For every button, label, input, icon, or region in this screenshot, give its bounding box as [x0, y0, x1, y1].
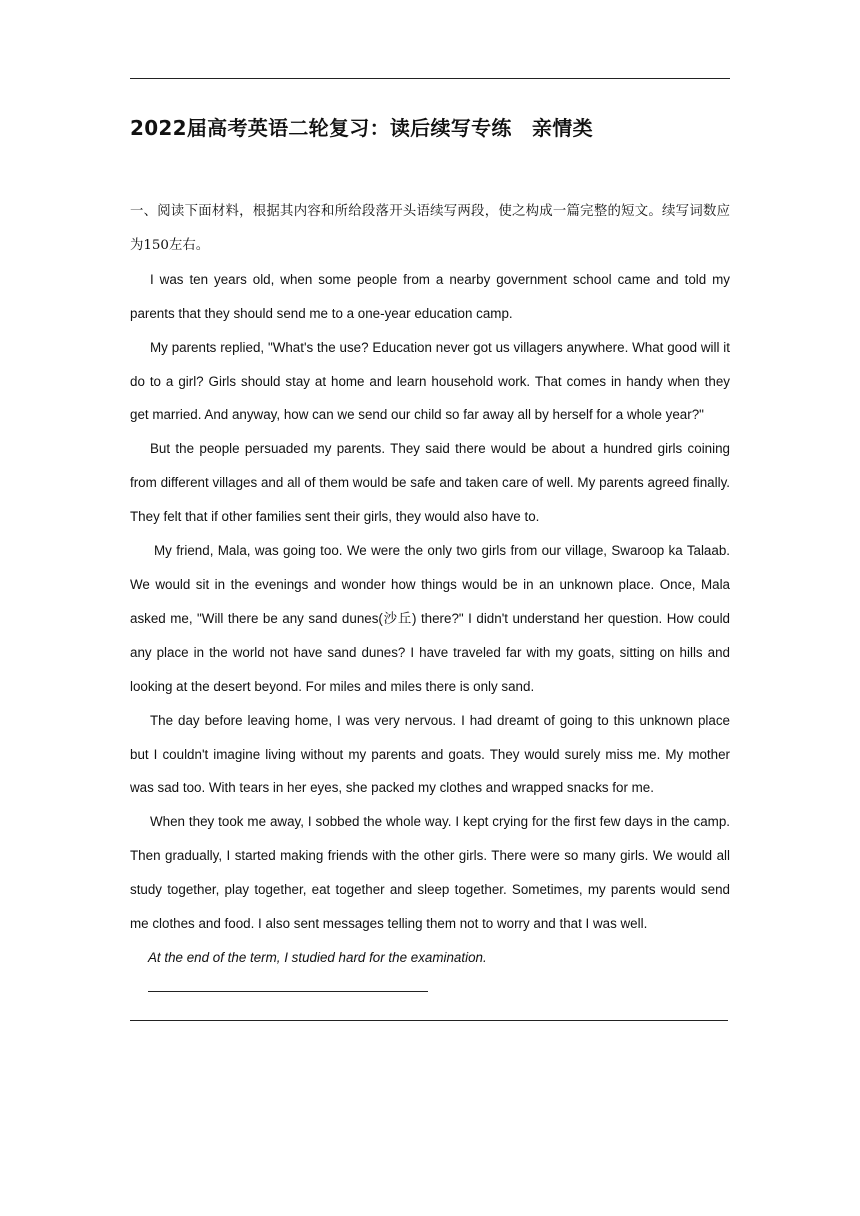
story-paragraph-2: My parents replied, "What's the use? Education never got us villagers anywhere. What good will it do to a girl? Girls should stay at home and learn household work. That comes in handy when they get married. And anyway, how can we send our child so far away all by herself for a whole year?" [130, 339, 730, 423]
answer-blank-long [130, 1020, 728, 1021]
page-title: 2022届高考英语二轮复习：读后续写专练 亲情类 [130, 116, 593, 140]
continuation-prompt: At the end of the term, I studied hard for the examination. [148, 949, 487, 965]
story-paragraph-3: But the people persuaded my parents. They said there would be about a hundred girls coining from different villages and all of them would be safe and taken care of well. My parents agreed finally. They felt that if other families sent their girls, they would also have to. [130, 441, 730, 525]
story-paragraph-6: When they took me away, I sobbed the whole way. I kept crying for the first few days in the camp. Then gradually, I started making friends with the other girls. There were so many girls. We would all study together, play together, eat together and sleep together. Sometimes, my parents would send me clothes and food. I also sent messages telling them not to worry and that I was well. [130, 814, 730, 932]
story-paragraph-4: My friend, Mala, was going too. We were the only two girls from our village, Swaroop ka Talaab. We would sit in the evenings and wonder how things would be in an unknown place. Once, Mala asked me, "Will there be any sand dunes(沙丘) there?" I didn't understand her question. How could any place in the world not have sand dunes? I have traveled far with my goats, sitting on hills and looking at the desert beyond. For miles and miles there is only sand. [130, 543, 730, 694]
answer-blank-short [148, 991, 428, 992]
document-body [130, 195, 730, 1021]
story-paragraph-1: I was ten years old, when some people from a nearby government school came and told my parents that they should send me to a one-year education camp. [130, 271, 730, 321]
instruction-paragraph: 一、阅读下面材料，根据其内容和所给段落开头语续写两段，使之构成一篇完整的短文。续写词数应为150左右。 [130, 204, 730, 253]
story-paragraph-5: The day before leaving home, I was very nervous. I had dreamt of going to this unknown place but I couldn't imagine living without my parents and goats. They would surely miss me. My mother was sad too. With tears in her eyes, she packed my clothes and wrapped snacks for me. [130, 712, 730, 796]
header-rule [130, 78, 730, 79]
